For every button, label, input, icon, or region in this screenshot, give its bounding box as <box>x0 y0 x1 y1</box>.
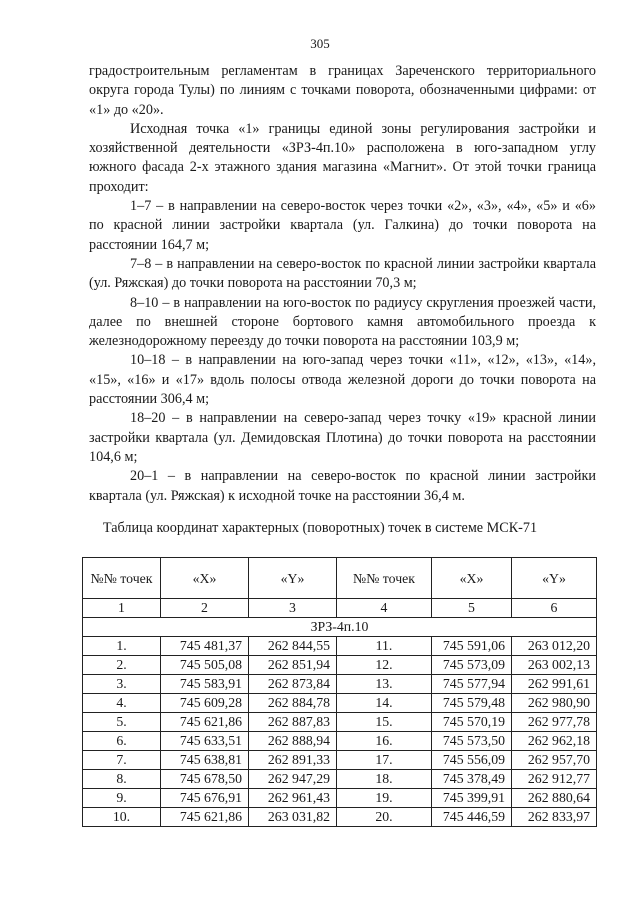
table-row <box>83 770 597 789</box>
point-number-cell: 3. <box>83 675 161 694</box>
point-number-cell: 12. <box>337 656 432 675</box>
table-row <box>83 637 597 656</box>
column-number: 5 <box>432 599 512 618</box>
coordinate-cell: 745 505,08 <box>161 656 249 675</box>
coordinate-cell: 745 621,86 <box>161 713 249 732</box>
point-number-cell: 10. <box>83 808 161 827</box>
body-text <box>89 62 596 506</box>
coordinate-cell: 262 844,55 <box>249 637 337 656</box>
table-body <box>83 599 597 827</box>
table-row <box>83 694 597 713</box>
coordinate-cell: 263 012,20 <box>512 637 597 656</box>
page-number: 305 <box>310 36 330 51</box>
point-number-cell: 16. <box>337 732 432 751</box>
coordinate-cell: 262 880,64 <box>512 789 597 808</box>
coordinate-cell: 745 570,19 <box>432 713 512 732</box>
point-number-cell: 4. <box>83 694 161 713</box>
coordinate-cell: 262 961,43 <box>249 789 337 808</box>
coordinate-cell: 745 609,28 <box>161 694 249 713</box>
column-number: 1 <box>83 599 161 618</box>
coordinate-cell: 745 678,50 <box>161 770 249 789</box>
coordinate-cell: 745 481,37 <box>161 637 249 656</box>
coordinate-cell: 745 446,59 <box>432 808 512 827</box>
column-number-row <box>83 599 597 618</box>
coordinate-cell: 745 577,94 <box>432 675 512 694</box>
header-cell: «Y» <box>249 558 337 599</box>
point-number-cell: 17. <box>337 751 432 770</box>
table-caption: Таблица координат характерных (поворотных) точек в системе МСК-71 <box>102 520 538 536</box>
header-cell: «Y» <box>512 558 597 599</box>
coordinate-cell: 262 912,77 <box>512 770 597 789</box>
coordinate-cell: 262 891,33 <box>249 751 337 770</box>
coordinate-cell: 745 556,09 <box>432 751 512 770</box>
coordinate-cell: 262 884,78 <box>249 694 337 713</box>
table-row <box>83 808 597 827</box>
paragraph: 20–1 – в направлении на северо-восток по красной линии застройки квартала (ул. Ряжская) к исходной точке на расстоянии 36,4 м. <box>89 468 596 504</box>
coordinate-cell: 263 031,82 <box>249 808 337 827</box>
coordinate-cell: 745 573,09 <box>432 656 512 675</box>
coordinate-cell: 745 378,49 <box>432 770 512 789</box>
point-number-cell: 20. <box>337 808 432 827</box>
paragraph: градостроительным регламентам в границах Зареченского территориального округа города Тулы) по линиям с точками поворота, обозначенными цифрами: от «1» до «20». <box>89 63 596 118</box>
point-number-cell: 2. <box>83 656 161 675</box>
table-row <box>83 656 597 675</box>
table-row <box>83 675 597 694</box>
table-row <box>83 751 597 770</box>
paragraph: 18–20 – в направлении на северо-запад через точку «19» красной линии застройки квартала (ул. Демидовская Плотина) до точки поворота на расстоянии 104,6 м; <box>89 410 596 465</box>
header-cell: №№ точек <box>337 558 432 599</box>
coordinate-cell: 745 633,51 <box>161 732 249 751</box>
coordinate-cell: 745 583,91 <box>161 675 249 694</box>
point-number-cell: 18. <box>337 770 432 789</box>
coordinate-cell: 262 947,29 <box>249 770 337 789</box>
point-number-cell: 14. <box>337 694 432 713</box>
coordinate-cell: 262 873,84 <box>249 675 337 694</box>
table-row <box>83 732 597 751</box>
coordinate-cell: 262 833,97 <box>512 808 597 827</box>
point-number-cell: 19. <box>337 789 432 808</box>
header-cell: №№ точек <box>83 558 161 599</box>
coordinate-cell: 745 621,86 <box>161 808 249 827</box>
header-cell: «X» <box>161 558 249 599</box>
paragraph: 1–7 – в направлении на северо-восток через точки «2», «3», «4», «5» и «6» по красной линии застройки квартала (ул. Галкина) до точки поворота на расстоянии 164,7 м; <box>89 198 596 253</box>
column-number: 6 <box>512 599 597 618</box>
column-number: 4 <box>337 599 432 618</box>
coordinate-cell: 745 638,81 <box>161 751 249 770</box>
paragraph: Исходная точка «1» границы единой зоны регулирования застройки и хозяйственной деятельности «ЗРЗ-4п.10» расположена в юго-западном углу южного фасада 2-х этажного здания магазина «Магнит». От этой точки граница проходит: <box>89 120 596 195</box>
coordinate-cell: 262 888,94 <box>249 732 337 751</box>
coordinate-cell: 263 002,13 <box>512 656 597 675</box>
table-row <box>83 713 597 732</box>
column-number: 2 <box>161 599 249 618</box>
coordinate-cell: 262 957,70 <box>512 751 597 770</box>
coordinate-cell: 262 962,18 <box>512 732 597 751</box>
point-number-cell: 13. <box>337 675 432 694</box>
coordinate-cell: 262 851,94 <box>249 656 337 675</box>
column-number: 3 <box>249 599 337 618</box>
coordinate-cell: 745 399,91 <box>432 789 512 808</box>
paragraph: 10–18 – в направлении на юго-запад через точки «11», «12», «13», «14», «15», «16» и «17» вдоль полосы отвода железной дороги до точки поворота на расстоянии 306,4 м; <box>89 352 596 408</box>
paragraph: 8–10 – в направлении на юго-восток по радиусу скругления проезжей части, далее по внешней стороне бортового камня автомобильного проезда к железнодорожному переезду до точки поворота на расстоянии 103,9 м; <box>89 294 596 350</box>
paragraph: 7–8 – в направлении на северо-восток по красной линии застройки квартала (ул. Ряжская) до точки поворота на расстоянии 70,3 м; <box>89 255 596 292</box>
coordinate-cell: 262 887,83 <box>249 713 337 732</box>
point-number-cell: 1. <box>83 637 161 656</box>
point-number-cell: 7. <box>83 751 161 770</box>
point-number-cell: 15. <box>337 713 432 732</box>
coordinate-cell: 262 980,90 <box>512 694 597 713</box>
header-row <box>83 558 597 599</box>
table-row <box>83 789 597 808</box>
header-cell: «X» <box>432 558 512 599</box>
point-number-cell: 6. <box>83 732 161 751</box>
point-number-cell: 5. <box>83 713 161 732</box>
coordinate-cell: 745 676,91 <box>161 789 249 808</box>
point-number-cell: 11. <box>337 637 432 656</box>
point-number-cell: 9. <box>83 789 161 808</box>
coordinate-cell: 745 591,06 <box>432 637 512 656</box>
section-row <box>83 618 597 637</box>
coordinate-cell: 745 573,50 <box>432 732 512 751</box>
coordinate-cell: 262 991,61 <box>512 675 597 694</box>
coordinate-cell: 745 579,48 <box>432 694 512 713</box>
point-number-cell: 8. <box>83 770 161 789</box>
coordinates-table <box>82 557 597 827</box>
coordinate-cell: 262 977,78 <box>512 713 597 732</box>
section-title: ЗРЗ-4п.10 <box>83 618 597 637</box>
